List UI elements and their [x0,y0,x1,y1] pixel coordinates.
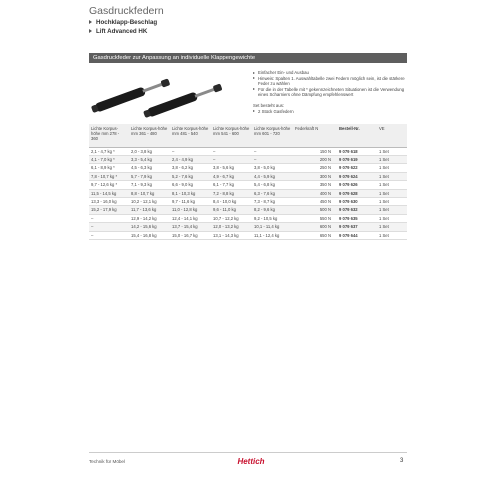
table-row [89,181,407,189]
feature-item: Hinweis: Spalten 1. Auswahltabelle zwei Federn möglich sein, ist die stärkere Feder zu wählen [253,76,413,87]
feature-item: Einfacher Ein- und Ausbau [253,70,413,76]
table-row [89,172,407,180]
table-cell: 12,9 - 14,2 kg [129,214,170,222]
gas-spring-photo [89,70,239,120]
table-cell: 1 Set [377,189,407,197]
table-cell: 1 Set [377,181,407,189]
table-cell: 9,2 - 10,5 kg [252,214,293,222]
table-row [89,214,407,222]
table-cell: 6,1 - 7,7 kg [211,181,252,189]
subtitle-text: Lift Advanced HK [96,28,148,35]
table-cell: 8,4 - 10,0 kg [211,197,252,205]
spring-force-cell: 350 N [293,181,337,189]
table-cell: – [89,231,129,239]
hettich-logo [232,455,270,467]
table-cell: – [89,223,129,231]
table-cell: 10,2 - 12,1 kg [129,197,170,205]
order-number-cell: 9 079 619 [337,155,377,163]
order-number-cell: 9 079 637 [337,223,377,231]
table-cell: 13,1 - 14,3 kg [211,231,252,239]
spring-force-cell: 150 N [293,147,337,155]
subtitle-product [89,19,157,26]
spring-force-cell: 450 N [293,197,337,205]
spring-force-cell: 300 N [293,172,337,180]
table-cell: 1 Set [377,214,407,222]
order-number-cell: 9 079 618 [337,147,377,155]
hettich-logo-text: Hettich [237,457,265,466]
table-cell: – [211,155,252,163]
table-cell: 6,3 - 7,6 kg [252,189,293,197]
page-number: 3 [400,458,404,464]
set-label: Set besteht aus: [253,103,285,108]
table-cell: – [252,147,293,155]
order-number-cell: 9 079 635 [337,214,377,222]
table-cell: 14,2 - 15,6 kg [129,223,170,231]
table-cell: – [170,147,211,155]
table-row [89,164,407,172]
column-header: Federkraft N [293,124,337,147]
table-cell: 15,0 - 16,7 kg [170,231,211,239]
table-cell: 10,1 - 11,4 kg [252,223,293,231]
page-title: Gasdruckfedern [89,5,164,17]
spring-force-cell: 200 N [293,155,337,163]
column-header: Lichte Korpus-höhe mm 278 - 360 [89,124,129,147]
column-header: Lichte Korpus-höhe mm 481 - 540 [170,124,211,147]
spring-force-cell: 500 N [293,206,337,214]
spring-force-cell: 600 N [293,223,337,231]
column-header: Lichte Korpus-höhe mm 541 - 600 [211,124,252,147]
table-cell: 1 Set [377,147,407,155]
order-number-cell: 9 079 644 [337,231,377,239]
column-header: Bestell-Nr. [337,124,377,147]
section-title-bar: Gasdruckfeder zur Anpassung an individuelle Klappengewichte [89,53,407,63]
table-cell: 2,1 - 4,7 kg * [89,147,129,155]
table-cell: 1 Set [377,206,407,214]
feature-item: Für die in der Tabelle mit * gekennzeichneten Situationen ist die Verwendung eines Scharniers ohne Dämpfung empfehlenswert [253,87,413,98]
spring-force-cell: 400 N [293,189,337,197]
table-cell: 4,5 - 6,3 kg [129,164,170,172]
table-cell: 2,4 - 4,9 kg [170,155,211,163]
table-cell: – [211,147,252,155]
order-number-cell: 9 079 632 [337,206,377,214]
table-cell: 8,8 - 10,7 kg [129,189,170,197]
order-number-cell: 9 079 622 [337,164,377,172]
table-row [89,155,407,163]
set-item: 2 Stück Gasfedern [253,109,294,115]
table-cell: 3,8 - 6,2 kg [170,164,211,172]
table-cell: 3,3 - 5,4 kg [129,155,170,163]
table-cell: 11,5 - 14,5 kg [89,189,129,197]
spring-force-cell: 650 N [293,231,337,239]
table-row [89,206,407,214]
subtitle-variant [89,28,147,35]
table-cell: 3,8 - 5,6 kg [211,164,252,172]
table-cell: 1 Set [377,223,407,231]
table-row [89,189,407,197]
triangle-bullet-icon [89,29,92,33]
order-number-cell: 9 079 630 [337,197,377,205]
set-contents [253,103,294,114]
table-cell: 6,1 - 8,9 kg * [89,164,129,172]
table-cell: 3,8 - 5,0 kg [252,164,293,172]
column-header: VE [377,124,407,147]
table-cell: 7,2 - 8,8 kg [211,189,252,197]
table-cell: 11,1 - 12,4 kg [252,231,293,239]
table-row [89,231,407,239]
order-number-cell: 9 079 628 [337,189,377,197]
spec-table [89,124,407,240]
table-cell: 13,3 - 16,0 kg [89,197,129,205]
feature-list [253,70,413,98]
table-cell: 9,7 - 12,6 kg * [89,181,129,189]
table-cell: 15,4 - 16,8 kg [129,231,170,239]
subtitle-text: Hochklapp-Beschlag [96,19,158,26]
table-cell: 4,9 - 6,7 kg [211,172,252,180]
table-cell: – [89,214,129,222]
table-cell: 5,7 - 7,9 kg [129,172,170,180]
order-number-cell: 9 079 624 [337,172,377,180]
spring-force-cell: 250 N [293,164,337,172]
table-cell: 4,1 - 7,0 kg * [89,155,129,163]
table-cell: 6,6 - 9,0 kg [170,181,211,189]
table-cell: 4,4 - 5,9 kg [252,172,293,180]
table-cell: 1 Set [377,197,407,205]
table-cell: 9,6 - 11,0 kg [211,206,252,214]
footer-rule [89,452,407,453]
triangle-bullet-icon [89,20,92,24]
table-row [89,147,407,155]
table-cell: 8,2 - 9,6 kg [252,206,293,214]
table-cell: 9,7 - 11,6 kg [170,197,211,205]
table-cell: 5,4 - 6,8 kg [252,181,293,189]
footer-text: Technik für Möbel [89,459,126,464]
table-cell: – [252,155,293,163]
table-cell: 2,0 - 3,8 kg [129,147,170,155]
table-row [89,223,407,231]
table-cell: 13,7 - 15,4 kg [170,223,211,231]
table-cell: 1 Set [377,172,407,180]
table-header-row [89,124,407,147]
table-cell: 12,0 - 13,2 kg [211,223,252,231]
table-cell: 7,1 - 9,3 kg [129,181,170,189]
table-cell: 5,2 - 7,6 kg [170,172,211,180]
table-cell: 7,3 - 8,7 kg [252,197,293,205]
table-cell: 12,4 - 14,1 kg [170,214,211,222]
table-cell: 1 Set [377,164,407,172]
table-cell: 7,8 - 10,7 kg * [89,172,129,180]
spring-force-cell: 550 N [293,214,337,222]
table-cell: 1 Set [377,231,407,239]
table-cell: 8,1 - 10,3 kg [170,189,211,197]
table-cell: 11,7 - 13,6 kg [129,206,170,214]
table-cell: 11,0 - 12,8 kg [170,206,211,214]
order-number-cell: 9 079 626 [337,181,377,189]
table-cell: 15,2 - 17,9 kg [89,206,129,214]
column-header: Lichte Korpus-höhe mm 601 - 720 [252,124,293,147]
table-cell: 1 Set [377,155,407,163]
column-header: Lichte Korpus-höhe mm 361 - 480 [129,124,170,147]
table-row [89,197,407,205]
table-cell: 10,7 - 12,2 kg [211,214,252,222]
